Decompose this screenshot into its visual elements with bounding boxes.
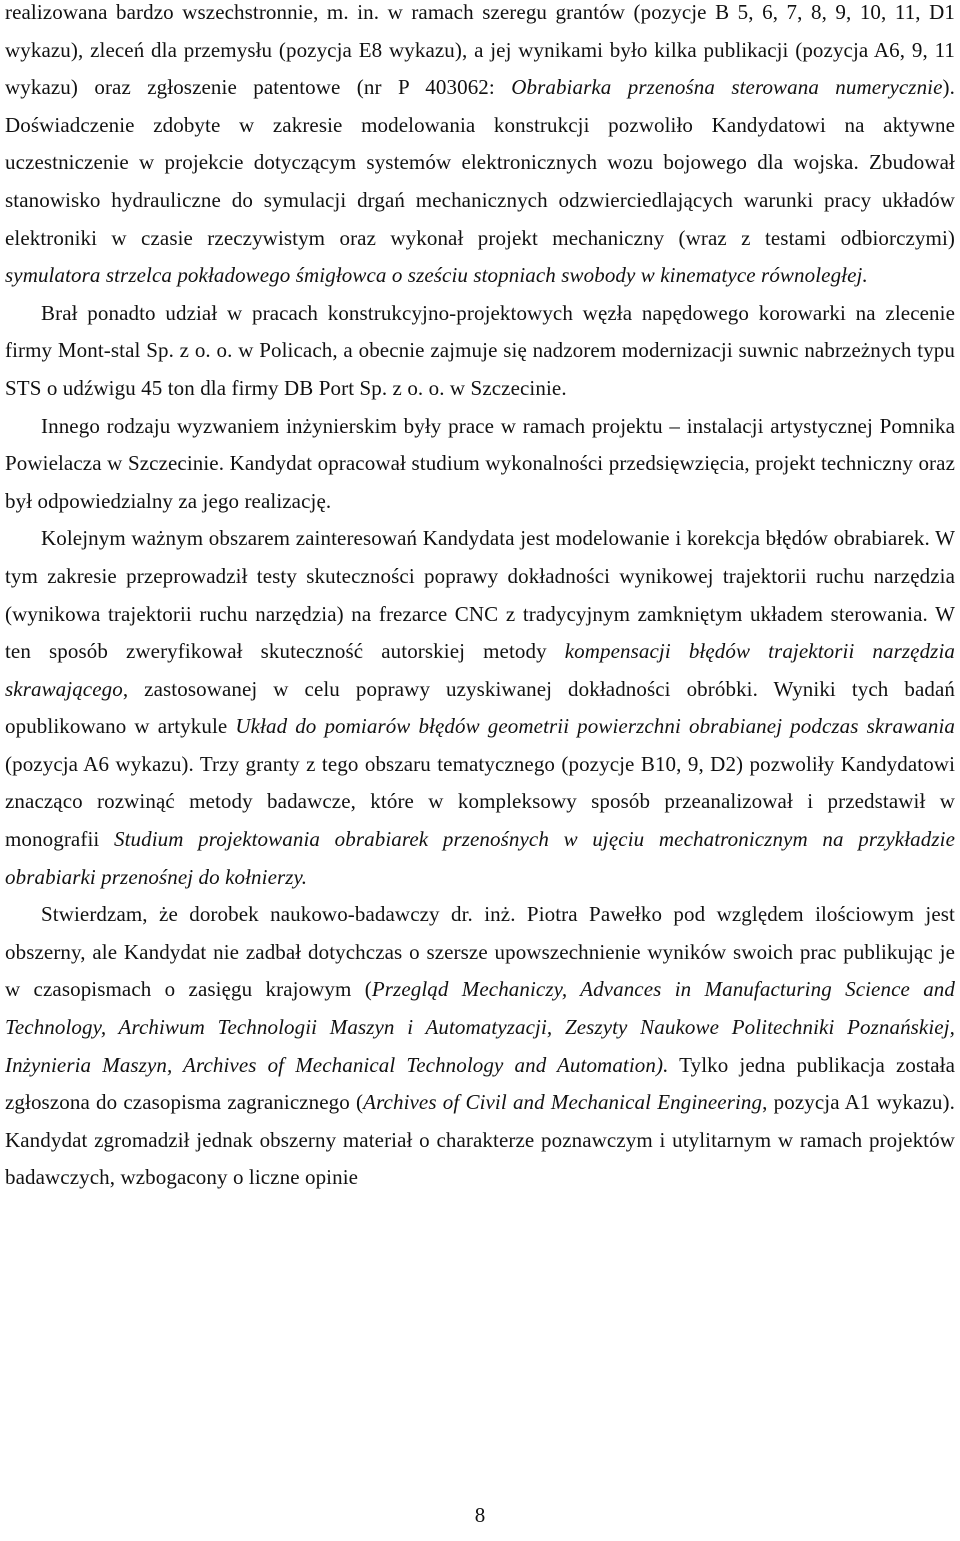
paragraph	[5, 520, 955, 896]
paragraph	[5, 295, 955, 408]
paragraph	[5, 0, 955, 295]
text-segment: ). Doświadczenie zdobyte w zakresie modelowania konstrukcji pozwoliło Kandydatowi na aktywne uczestniczenie w projekcie dotyczącym systemów elektronicznych wozu bojowego dla wojska. Zbudował stanowisko hydrauliczne do symulacji drgań mechanicznych odzwierciedlających warunki pracy układów elektroniki w czasie rzeczywistym oraz wykonał projekt mechaniczny (wraz z testami odbiorczymi)	[5, 75, 955, 250]
italic-text: Układ do pomiarów błędów geometrii powierzchni obrabianej podczas skrawania	[235, 714, 955, 739]
italic-text: kompensacji błędów trajektorii narzędzia skrawającego	[5, 639, 955, 701]
italic-text: Przegląd Mechaniczy, Advances in Manufacturing Science and Technology, Archiwum Technologii Maszyn i Automatyzacji, Zeszyty Naukowe Politechniki Poznańskiej, Inżynieria Maszyn, Archives of Mechanical Technology and Automation).	[5, 977, 955, 1077]
text-segment: Stwierdzam, że dorobek naukowo-badawczy dr. inż. Piotra Pawełko pod względem ilościowym jest obszerny, ale Kandydat nie zadbał dotychczas o szersze upowszechnienie wyników swoich prac publikując je w czasopismach o zasięgu krajowym (	[5, 902, 955, 1002]
text-segment: Innego rodzaju wyzwaniem inżynierskim były prace w ramach projektu – instalacji artystycznej Pomnika Powielacza w Szczecinie. Kandydat opracował studium wykonalności przedsięwzięcia, projekt techniczny oraz był odpowiedzialny za jego realizację.	[5, 413, 955, 513]
text-segment: (pozycja A6 wykazu). Trzy granty z tego obszaru tematycznego (pozycje B10, 9, D2) pozwoliły Kandydatowi znacząco rozwinąć metody badawcze, które w kompleksowy sposób przeanalizował i przedstawił w monografii	[5, 751, 955, 852]
paragraph	[5, 408, 955, 521]
text-segment: realizowana bardzo wszechstronnie, m. in. w ramach szeregu grantów (pozycje B 5, 6, 7, 8, 9, 10, 11, D1 wykazu), zleceń dla przemysłu (pozycja E8 wykazu), a jej wynikami było kilka publikacji (pozycja A6, 9, 11 wykazu) oraz zgłoszenie patentowe (nr P 403062:	[5, 0, 955, 100]
text-segment: Tylko jedna publikacja została zgłoszona do czasopisma zagranicznego (	[5, 1052, 955, 1115]
italic-text: Studium projektowania obrabiarek przenośnych w ujęciu mechatronicznym na przykładzie obrabiarki przenośnej do kołnierzy.	[5, 827, 955, 889]
page-number: 8	[474, 1503, 486, 1527]
italic-text: Obrabiarka przenośna sterowana numerycznie	[511, 75, 943, 100]
text-segment: , zastosowanej w celu poprawy uzyskiwanej dokładności obróbki. Wyniki tych badań opublikowano w artykule	[5, 676, 955, 739]
italic-text: Archives of Civil and Mechanical Engineering	[363, 1090, 763, 1115]
italic-text: symulatora strzelca pokładowego śmigłowca o sześciu stopniach swobody w kinematyce równoległej.	[5, 263, 868, 288]
document-page	[5, 0, 955, 1197]
text-segment: Kolejnym ważnym obszarem zainteresowań Kandydata jest modelowanie i korekcja błędów obrabiarek. W tym zakresie przeprowadził testy skuteczności poprawy dokładności wynikowej trajektorii ruchu narzędzia (wynikowa trajektorii ruchu narzędzia) na frezarce CNC z tradycyjnym zamkniętym układem sterowania. W ten sposób zweryfikował skuteczność autorskiej metody	[5, 526, 955, 664]
document-body	[5, 0, 955, 1197]
paragraph	[5, 896, 955, 1197]
text-segment: Brał ponadto udział w pracach konstrukcyjno-projektowych węzła napędowego korowarki na zlecenie firmy Mont-stal Sp. z o. o. w Policach, a obecnie zajmuje się nadzorem modernizacji suwnic nabrzeżnych typu STS o udźwigu 45 ton dla firmy DB Port Sp. z o. o. w Szczecinie.	[5, 300, 955, 400]
text-segment: , pozycja A1 wykazu). Kandydat zgromadził jednak obszerny materiał o charakterze poznawczym i utylitarnym w ramach projektów badawczych, wzbogacony o liczne opinie	[5, 1090, 955, 1190]
